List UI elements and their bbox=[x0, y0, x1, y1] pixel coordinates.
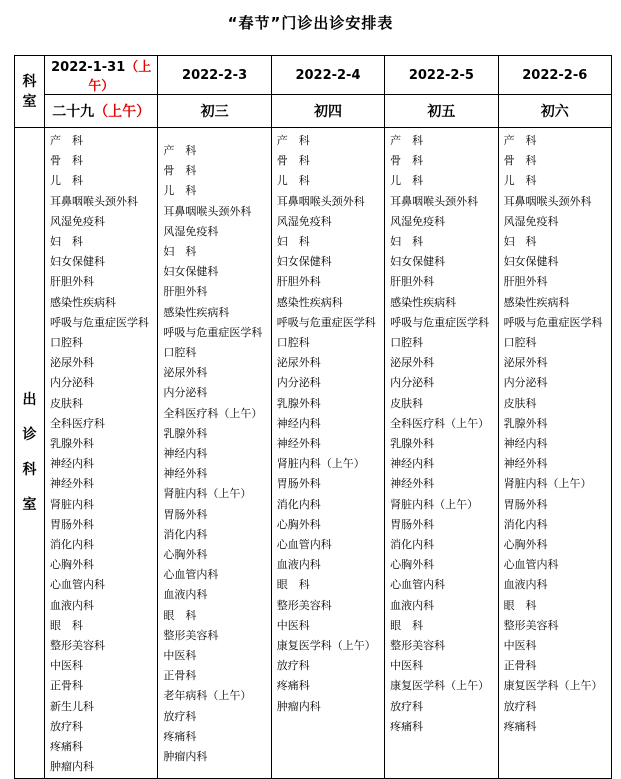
department-item: 骨 科 bbox=[163, 164, 197, 178]
department-item: 血液内科 bbox=[503, 578, 548, 592]
department-item: 整形美容科 bbox=[276, 598, 332, 612]
department-item: 皮肤科 bbox=[390, 396, 424, 410]
department-item: 全科医疗科 bbox=[50, 416, 105, 430]
department-item: 康复医学科（上午） bbox=[503, 679, 603, 693]
department-item: 内分泌科 bbox=[276, 376, 321, 390]
department-item: 神经内科 bbox=[50, 457, 94, 471]
date-header-cell bbox=[158, 56, 271, 95]
department-item: 神经内科 bbox=[276, 416, 321, 430]
department-item: 血液内科 bbox=[50, 598, 94, 612]
department-list-cell bbox=[271, 128, 384, 779]
department-item: 神经内科 bbox=[163, 447, 208, 461]
department-item: 产 科 bbox=[50, 134, 83, 147]
department-item: 中医科 bbox=[390, 659, 424, 673]
department-item: 疼痛科 bbox=[50, 740, 83, 754]
department-item: 感染性疾病科 bbox=[50, 295, 116, 309]
department-item: 正骨科 bbox=[50, 679, 83, 693]
department-item: 风湿免疫科 bbox=[50, 214, 105, 228]
department-item: 泌尿外科 bbox=[163, 366, 208, 380]
department-item: 风湿免疫科 bbox=[163, 224, 219, 238]
department-item: 乳腺外科 bbox=[163, 426, 208, 440]
page-title: “春节”门诊出诊安排表 bbox=[227, 14, 394, 32]
department-item: 内分泌科 bbox=[50, 376, 94, 390]
department-item: 风湿免疫科 bbox=[390, 214, 446, 228]
department-item: 口腔科 bbox=[503, 336, 537, 350]
department-item: 神经外科 bbox=[163, 467, 208, 481]
department-item: 眼 科 bbox=[276, 578, 310, 592]
date-header-cell bbox=[271, 56, 384, 95]
department-item: 风湿免疫科 bbox=[503, 214, 559, 228]
department-item: 内分泌科 bbox=[163, 386, 208, 400]
department-item: 眼 科 bbox=[390, 618, 424, 632]
department-item: 消化内科 bbox=[503, 517, 548, 531]
department-item: 泌尿外科 bbox=[390, 356, 435, 370]
date-row bbox=[15, 56, 612, 95]
department-list-cell bbox=[498, 128, 611, 779]
department-item: 妇 科 bbox=[503, 235, 537, 249]
clinic-departments-label-cell bbox=[15, 128, 45, 779]
date-header-cell bbox=[498, 56, 611, 95]
department-item: 疼痛科 bbox=[390, 719, 424, 733]
schedule-table bbox=[14, 55, 612, 779]
department-item: 产 科 bbox=[503, 134, 537, 147]
department-item: 疼痛科 bbox=[276, 679, 310, 693]
department-item: 皮肤科 bbox=[50, 396, 83, 410]
department-item: 儿 科 bbox=[276, 174, 310, 188]
department-item: 心胸外科 bbox=[390, 558, 435, 572]
department-item: 妇 科 bbox=[390, 235, 424, 249]
department-item: 消化内科 bbox=[390, 538, 435, 552]
department-item: 感染性疾病科 bbox=[503, 295, 570, 309]
department-item: 骨 科 bbox=[276, 154, 310, 168]
department-item: 消化内科 bbox=[163, 527, 208, 541]
department-item: 口腔科 bbox=[390, 336, 424, 350]
department-item: 血液内科 bbox=[390, 598, 435, 612]
department-item: 产 科 bbox=[276, 134, 310, 147]
department-item: 内分泌科 bbox=[503, 376, 548, 390]
department-item: 神经外科 bbox=[50, 477, 94, 491]
department-item: 全科医疗科（上午） bbox=[163, 406, 263, 420]
department-item: 泌尿外科 bbox=[503, 356, 548, 370]
department-item: 肾脏内科 bbox=[50, 497, 94, 511]
label-char: 科 bbox=[22, 461, 37, 478]
department-item: 乳腺外科 bbox=[50, 437, 94, 451]
department-item: 神经外科 bbox=[276, 437, 321, 451]
department-item: 儿 科 bbox=[503, 174, 537, 188]
department-item: 肿瘤内科 bbox=[163, 750, 208, 764]
department-item: 耳鼻咽喉头颈外科 bbox=[390, 194, 479, 208]
department-item: 血液内科 bbox=[163, 588, 208, 602]
department-item: 乳腺外科 bbox=[276, 396, 321, 410]
department-item: 肾脏内科（上午） bbox=[390, 497, 479, 511]
date-note: （上午） bbox=[88, 60, 152, 94]
date-header-cell bbox=[45, 56, 158, 95]
department-item: 感染性疾病科 bbox=[276, 295, 343, 309]
department-item: 整形美容科 bbox=[50, 639, 105, 653]
department-item: 心血管内科 bbox=[163, 568, 219, 582]
department-item: 胃肠外科 bbox=[276, 477, 321, 491]
department-item: 老年病科（上午） bbox=[163, 689, 252, 703]
date-header-cell bbox=[385, 56, 498, 95]
department-item: 泌尿外科 bbox=[276, 356, 321, 370]
department-item: 康复医学科（上午） bbox=[390, 679, 490, 693]
department-item: 感染性疾病科 bbox=[390, 295, 457, 309]
department-item: 肾脏内科（上午） bbox=[503, 477, 592, 491]
department-item: 中医科 bbox=[163, 649, 197, 663]
department-item: 肾脏内科（上午） bbox=[163, 487, 252, 501]
department-item: 神经外科 bbox=[390, 477, 435, 491]
department-item: 妇 科 bbox=[50, 235, 83, 249]
department-list bbox=[385, 128, 497, 737]
department-list bbox=[499, 128, 611, 737]
header-char: 科 bbox=[22, 73, 37, 90]
date-label: 2022-1-31 bbox=[51, 60, 126, 75]
department-item: 骨 科 bbox=[390, 154, 424, 168]
department-item: 新生儿科 bbox=[50, 699, 94, 713]
date-label: 2022-2-3 bbox=[182, 67, 248, 83]
department-item: 放疗科 bbox=[50, 719, 83, 733]
department-list-cell bbox=[45, 128, 158, 779]
department-item: 肾脏内科（上午） bbox=[276, 457, 365, 471]
department-item: 消化内科 bbox=[50, 538, 94, 552]
department-item: 儿 科 bbox=[390, 174, 424, 188]
department-item: 神经外科 bbox=[503, 457, 548, 471]
department-item: 妇女保健科 bbox=[276, 255, 332, 269]
label-char: 室 bbox=[22, 496, 37, 513]
department-item: 疼痛科 bbox=[503, 719, 537, 733]
department-item: 心胸外科 bbox=[50, 558, 94, 572]
department-item: 胃肠外科 bbox=[390, 517, 435, 531]
department-list-cell bbox=[385, 128, 498, 779]
department-item: 心胸外科 bbox=[503, 538, 548, 552]
department-item: 肝胆外科 bbox=[390, 275, 435, 289]
department-item: 儿 科 bbox=[163, 184, 197, 198]
department-item: 妇女保健科 bbox=[390, 255, 446, 269]
lunar-day-row bbox=[15, 95, 612, 128]
department-item: 产 科 bbox=[163, 144, 197, 157]
lunar-day-label: 初四 bbox=[313, 104, 342, 120]
department-item: 内分泌科 bbox=[390, 376, 435, 390]
department-item: 妇女保健科 bbox=[163, 265, 219, 279]
lunar-day-label: 初五 bbox=[427, 104, 456, 120]
department-item: 全科医疗科（上午） bbox=[390, 416, 490, 430]
lunar-day-cell bbox=[45, 95, 158, 128]
department-item: 神经内科 bbox=[503, 437, 548, 451]
lunar-day-note: （上午） bbox=[94, 104, 151, 120]
lunar-day-label: 初六 bbox=[540, 104, 569, 120]
department-item: 风湿免疫科 bbox=[276, 214, 332, 228]
department-item: 产 科 bbox=[390, 134, 424, 147]
department-item: 中医科 bbox=[503, 639, 537, 653]
department-header-cell bbox=[15, 56, 45, 128]
department-item: 肝胆外科 bbox=[50, 275, 94, 289]
department-item: 呼吸与危重症医学科 bbox=[390, 315, 490, 329]
department-list bbox=[45, 128, 157, 778]
lunar-day-cell bbox=[385, 95, 498, 128]
department-item: 中医科 bbox=[50, 659, 83, 673]
department-item: 血液内科 bbox=[276, 558, 321, 572]
department-item: 心血管内科 bbox=[276, 538, 332, 552]
department-item: 眼 科 bbox=[503, 598, 537, 612]
department-list-cell bbox=[158, 128, 271, 779]
department-item: 耳鼻咽喉头颈外科 bbox=[50, 194, 138, 208]
department-list bbox=[272, 128, 384, 717]
department-item: 放疗科 bbox=[390, 699, 424, 713]
department-item: 妇女保健科 bbox=[503, 255, 559, 269]
department-list bbox=[158, 128, 270, 767]
department-item: 胃肠外科 bbox=[503, 497, 548, 511]
department-item: 皮肤科 bbox=[503, 396, 537, 410]
department-item: 肝胆外科 bbox=[503, 275, 548, 289]
department-item: 口腔科 bbox=[163, 346, 197, 360]
department-item: 心胸外科 bbox=[163, 548, 208, 562]
department-item: 眼 科 bbox=[163, 608, 197, 622]
department-item: 康复医学科（上午） bbox=[276, 639, 376, 653]
date-label: 2022-2-5 bbox=[408, 67, 474, 83]
department-item: 骨 科 bbox=[50, 154, 83, 168]
department-item: 心血管内科 bbox=[503, 558, 559, 572]
department-item: 中医科 bbox=[276, 618, 310, 632]
department-item: 耳鼻咽喉头颈外科 bbox=[276, 194, 365, 208]
label-char: 诊 bbox=[22, 426, 37, 443]
header-char: 室 bbox=[22, 93, 37, 110]
department-item: 妇 科 bbox=[163, 245, 197, 259]
department-item: 心血管内科 bbox=[50, 578, 105, 592]
department-item: 放疗科 bbox=[503, 699, 537, 713]
department-item: 乳腺外科 bbox=[503, 416, 548, 430]
department-item: 胃肠外科 bbox=[163, 507, 208, 521]
department-item: 呼吸与危重症医学科 bbox=[276, 315, 376, 329]
department-item: 肿瘤内科 bbox=[276, 699, 321, 713]
department-item: 心胸外科 bbox=[276, 517, 321, 531]
date-label: 2022-2-6 bbox=[522, 67, 588, 83]
department-item: 整形美容科 bbox=[163, 628, 219, 642]
lunar-day-label: 二十九 bbox=[52, 104, 95, 120]
lunar-day-cell bbox=[498, 95, 611, 128]
departments-row bbox=[15, 128, 612, 779]
department-item: 妇女保健科 bbox=[50, 255, 105, 269]
department-item: 眼 科 bbox=[50, 618, 83, 632]
department-item: 泌尿外科 bbox=[50, 356, 94, 370]
department-item: 整形美容科 bbox=[390, 639, 446, 653]
department-item: 耳鼻咽喉头颈外科 bbox=[163, 204, 252, 218]
department-item: 儿 科 bbox=[50, 174, 83, 188]
department-item: 正骨科 bbox=[163, 669, 197, 683]
department-item: 胃肠外科 bbox=[50, 517, 94, 531]
lunar-day-cell bbox=[271, 95, 384, 128]
department-item: 放疗科 bbox=[163, 709, 197, 723]
department-item: 口腔科 bbox=[50, 336, 83, 350]
date-label: 2022-2-4 bbox=[295, 67, 361, 83]
label-char: 出 bbox=[22, 391, 37, 408]
department-item: 放疗科 bbox=[276, 659, 310, 673]
lunar-day-label: 初三 bbox=[200, 104, 229, 120]
department-item: 乳腺外科 bbox=[390, 437, 435, 451]
department-item: 口腔科 bbox=[276, 336, 310, 350]
department-item: 整形美容科 bbox=[503, 618, 559, 632]
department-item: 耳鼻咽喉头颈外科 bbox=[503, 194, 592, 208]
department-item: 肝胆外科 bbox=[163, 285, 208, 299]
department-item: 神经内科 bbox=[390, 457, 435, 471]
department-item: 呼吸与危重症医学科 bbox=[163, 325, 263, 339]
department-item: 正骨科 bbox=[503, 659, 537, 673]
department-item: 呼吸与危重症医学科 bbox=[503, 315, 603, 329]
department-item: 肿瘤内科 bbox=[50, 760, 94, 774]
department-item: 消化内科 bbox=[276, 497, 321, 511]
department-item: 妇 科 bbox=[276, 235, 310, 249]
department-item: 疼痛科 bbox=[163, 729, 197, 743]
department-item: 骨 科 bbox=[503, 154, 537, 168]
department-item: 心血管内科 bbox=[390, 578, 446, 592]
department-item: 肝胆外科 bbox=[276, 275, 321, 289]
lunar-day-cell bbox=[158, 95, 271, 128]
department-item: 感染性疾病科 bbox=[163, 305, 230, 319]
department-item: 呼吸与危重症医学科 bbox=[50, 315, 149, 329]
